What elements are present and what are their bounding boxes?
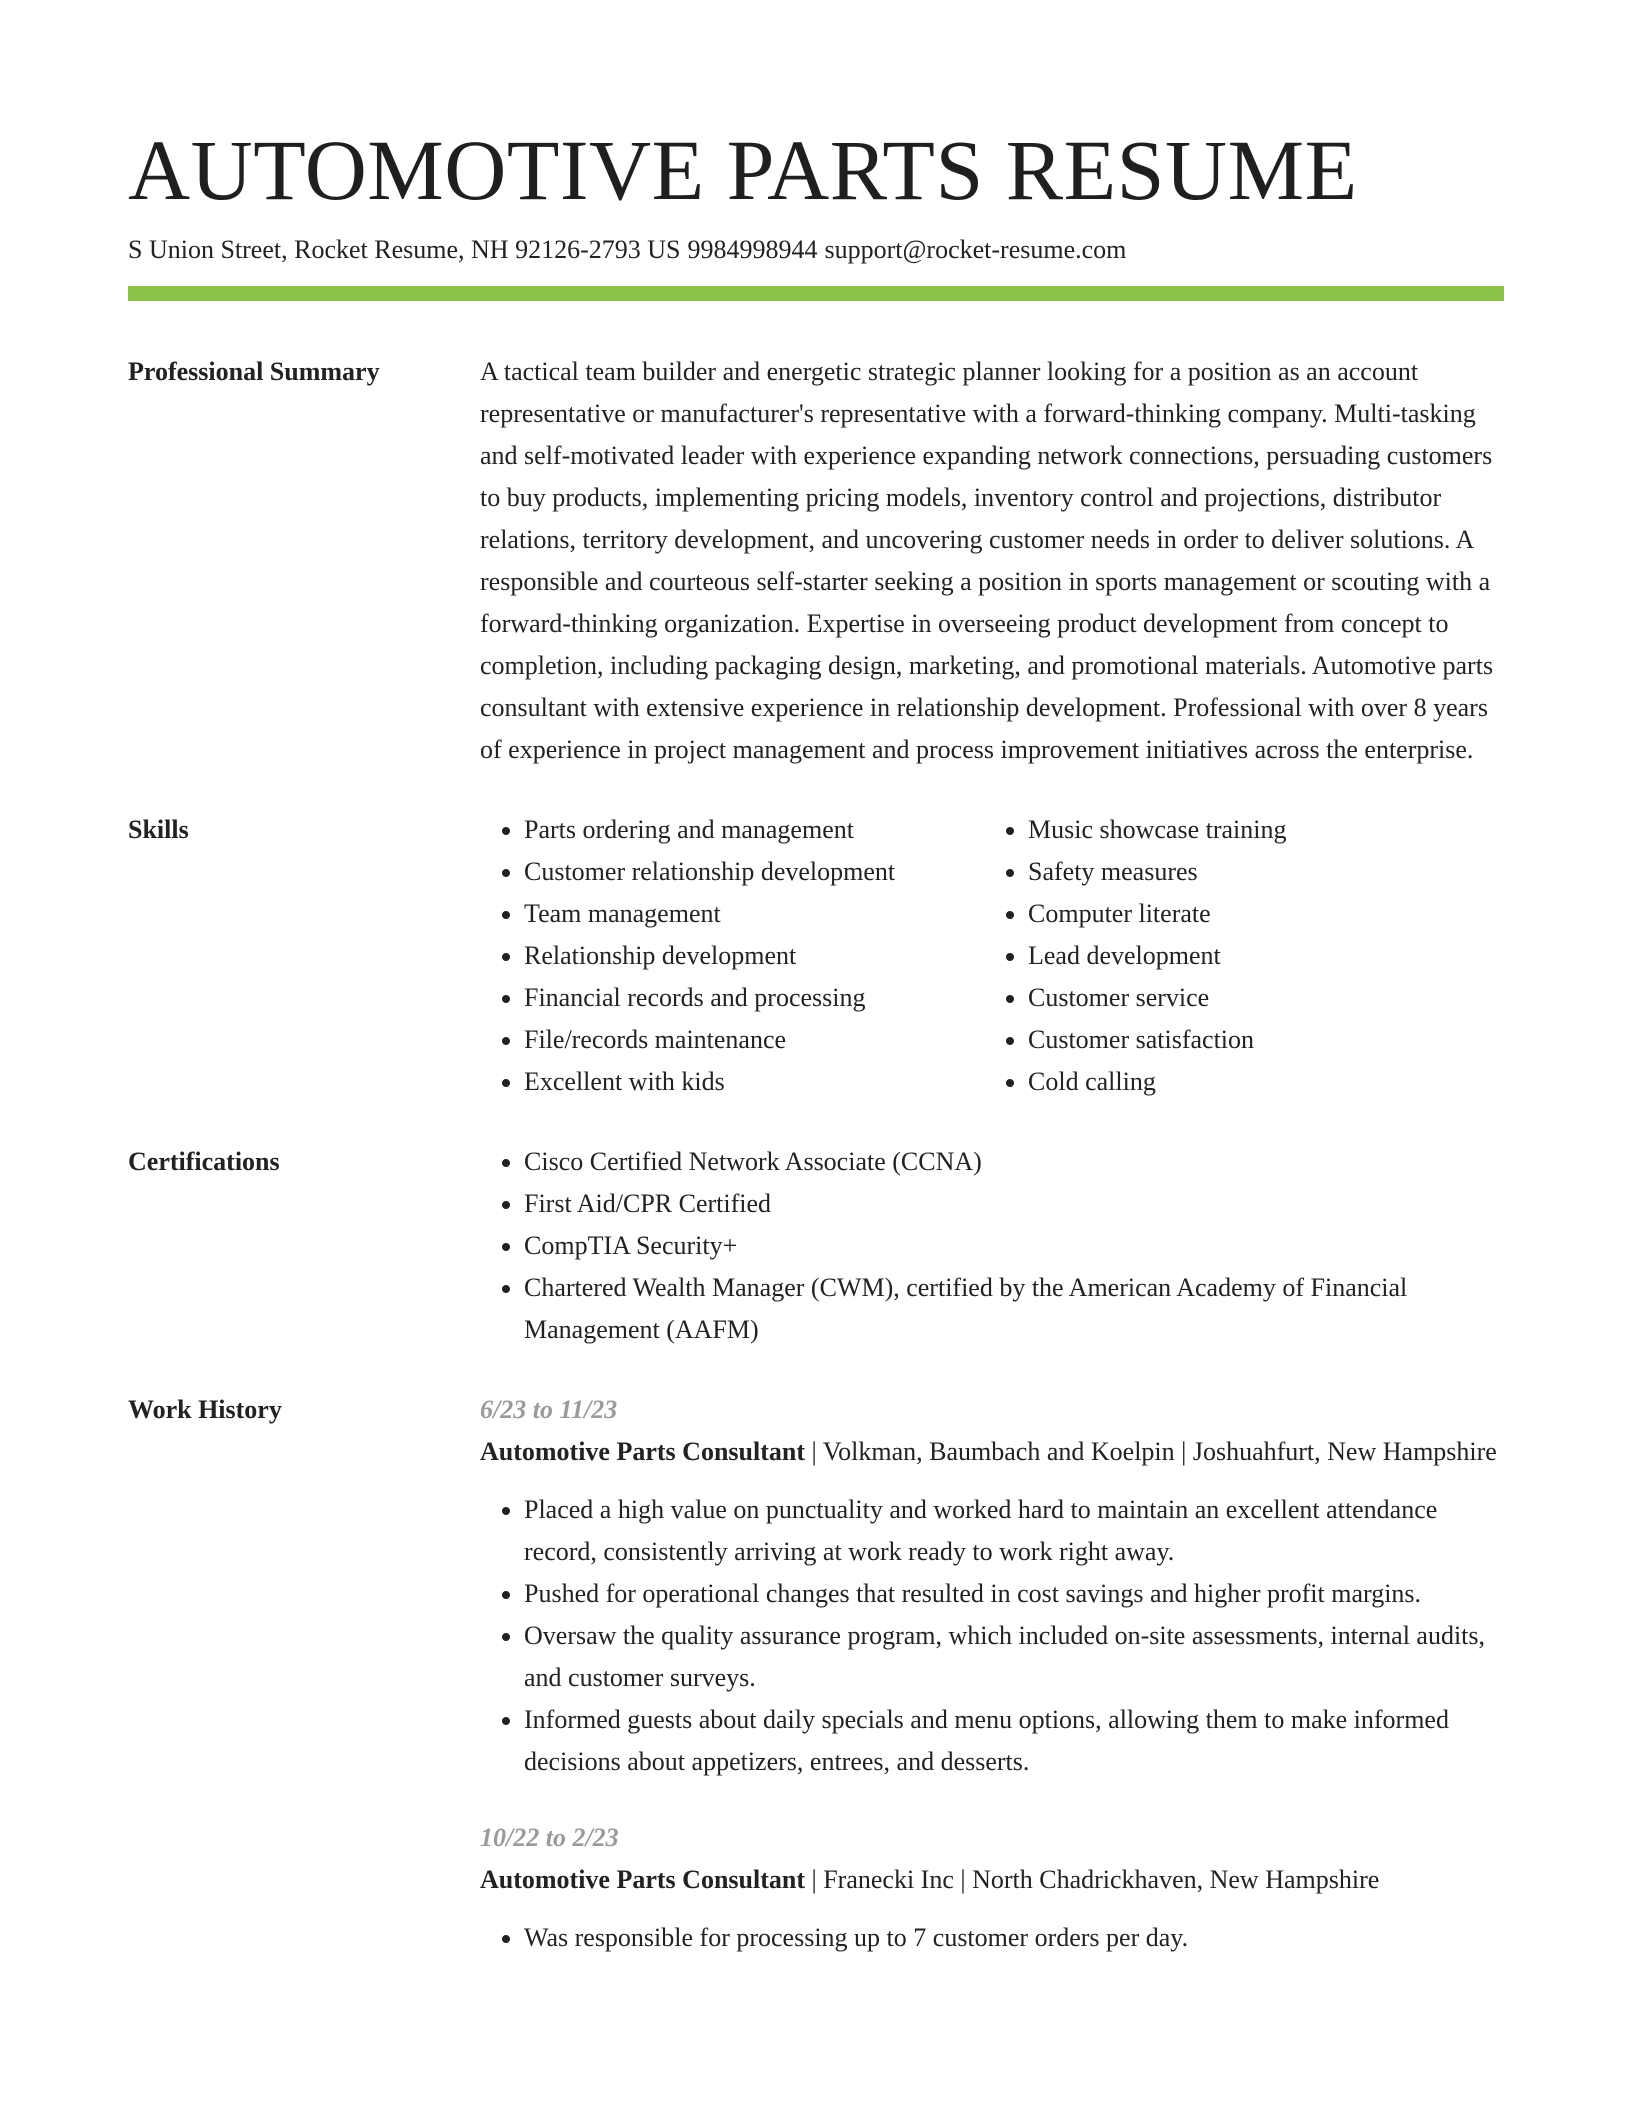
section-label: Professional Summary	[128, 357, 380, 386]
skill-item: • Excellent with kids	[524, 1061, 984, 1103]
resume-title: AUTOMOTIVE PARTS RESUME	[128, 122, 1358, 218]
skill-item: • Parts ordering and management	[524, 809, 984, 851]
job-header	[480, 1431, 1504, 1473]
skill-item: • Computer literate	[1028, 893, 1287, 935]
skill-item: • Safety measures	[1028, 851, 1287, 893]
job-bullet: • Placed a high value on punctuality and worked hard to maintain an excellent attendance record, consistently arriving at work ready to work right away.	[524, 1489, 1504, 1573]
job-bullet: • Was responsible for processing up to 7 customer orders per day.	[524, 1917, 1504, 1959]
address: S Union Street, Rocket Resume, NH 92126-2793 US	[128, 235, 681, 264]
certifications-section	[128, 1141, 1504, 1351]
job-bullet: • Pushed for operational changes that resulted in cost savings and higher profit margins.	[524, 1573, 1504, 1615]
job-details: | Volkman, Baumbach and Koelpin | Joshuahfurt, New Hampshire	[805, 1437, 1497, 1466]
skill-item: • Relationship development	[524, 935, 984, 977]
job-entry	[480, 1389, 1504, 1783]
skill-item: • Customer satisfaction	[1028, 1019, 1287, 1061]
job-bullets	[480, 1917, 1504, 1959]
skill-item: • Team management	[524, 893, 984, 935]
skills-list-left	[480, 809, 984, 1103]
contact-line	[128, 230, 1504, 270]
skill-item: • Cold calling	[1028, 1061, 1287, 1103]
job-bullet: • Oversaw the quality assurance program, which included on-site assessments, internal audits, and customer surveys.	[524, 1615, 1504, 1699]
resume-page	[128, 120, 1504, 1993]
job-details: | Franecki Inc | North Chadrickhaven, New Hampshire	[805, 1865, 1380, 1894]
job-title: Automotive Parts Consultant	[480, 1437, 805, 1466]
certification-item: • CompTIA Security+	[524, 1225, 1504, 1267]
job-bullets	[480, 1489, 1504, 1783]
certifications-list	[480, 1141, 1504, 1351]
job-entry	[480, 1817, 1504, 1959]
section-label: Certifications	[128, 1147, 280, 1176]
skills-section	[128, 809, 1504, 1103]
work-history-section	[128, 1389, 1504, 1993]
accent-divider	[128, 286, 1504, 301]
certification-item: • Chartered Wealth Manager (CWM), certified by the American Academy of Financial Management (AAFM)	[524, 1267, 1504, 1351]
section-label: Skills	[128, 815, 189, 844]
skill-item: • Customer service	[1028, 977, 1287, 1019]
job-dates: 10/22 to 2/23	[480, 1823, 619, 1852]
skill-item: • Lead development	[1028, 935, 1287, 977]
job-header	[480, 1859, 1504, 1901]
section-label: Work History	[128, 1395, 282, 1424]
certification-item: • Cisco Certified Network Associate (CCNA)	[524, 1141, 1504, 1183]
summary-text: A tactical team builder and energetic strategic planner looking for a position as an account representative or manufacturer's representative with a forward-thinking company. Multi-tasking and self-motivated leader with experience expanding network connections, persuading customers to buy products, implementing pricing models, inventory control and projections, distributor relations, territory development, and uncovering customer needs in order to deliver solutions. A responsible and courteous self-starter seeking a position in sports management or scouting with a forward-thinking organization. Expertise in overseeing product development from concept to completion, including packaging design, marketing, and promotional materials. Automotive parts consultant with extensive experience in relationship development. Professional with over 8 years of experience in project management and process improvement initiatives across the enterprise.	[480, 357, 1494, 764]
skills-list-right	[984, 809, 1287, 1103]
phone: 9984998944	[687, 235, 818, 264]
summary-section	[128, 351, 1504, 771]
email: support@rocket-resume.com	[824, 235, 1127, 264]
skill-item: • Customer relationship development	[524, 851, 984, 893]
skill-item: • Financial records and processing	[524, 977, 984, 1019]
certification-item: • First Aid/CPR Certified	[524, 1183, 1504, 1225]
job-dates: 6/23 to 11/23	[480, 1395, 618, 1424]
job-title: Automotive Parts Consultant	[480, 1865, 805, 1894]
skill-item: • File/records maintenance	[524, 1019, 984, 1061]
job-bullet: • Informed guests about daily specials and menu options, allowing them to make informed decisions about appetizers, entrees, and desserts.	[524, 1699, 1504, 1783]
skill-item: • Music showcase training	[1028, 809, 1287, 851]
